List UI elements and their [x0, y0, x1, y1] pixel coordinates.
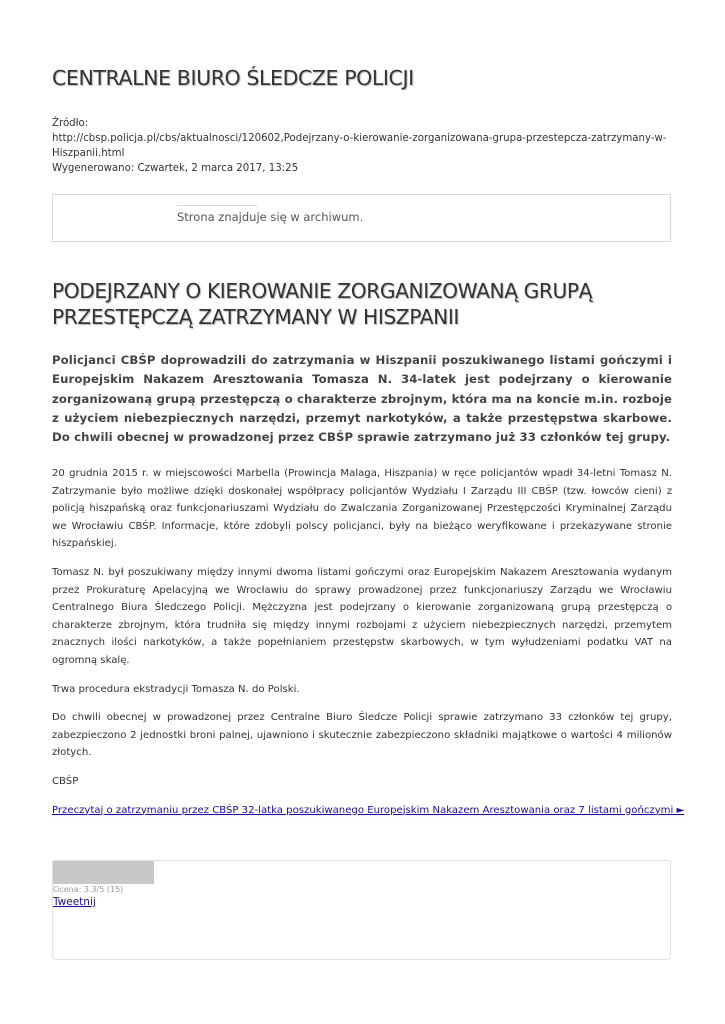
archive-notice: Strona znajduje się w archiwum. [177, 210, 364, 224]
source-label: Źródło: [52, 118, 89, 129]
source-meta [52, 116, 672, 176]
article-signature: CBŚP [52, 775, 79, 787]
archive-notice-box [52, 194, 671, 242]
rating-box [52, 860, 671, 960]
article-paragraph: 20 grudnia 2015 r. w miejscowości Marbella (Prowincja Malaga, Hiszpania) w ręce policjantów wpadł 34-letni Tomasz N. Zatrzymanie było możliwe dzięki doskonałej współpracy policjantów Wydziału I Zarządu III CBŚP (tzw. łowców cieni) z policją hiszpańską oraz funkcjonariuszami Wydziału do Zwalczania Zorganizowanej Przestępczości Kryminalnej Zarządu we Wrocławiu CBŚP. Informacje, które zdobyli polscy policjanci, były na bieżąco weryfikowane i przekazywane stronie hiszpańskiej. [52, 468, 672, 550]
site-title: CENTRALNE BIURO ŚLEDCZE POLICJI [52, 66, 414, 90]
related-article-link[interactable]: Przeczytaj o zatrzymaniu przez CBŚP 32-latka poszukiwanego Europejskim Nakazem Aresztowania oraz 7 listami gończymi ► [52, 804, 685, 816]
article-lead: Policjanci CBŚP doprowadzili do zatrzymania w Hiszpanii poszukiwanego listami gończymi i Europejskim Nakazem Aresztowania Tomasza N. 34-latek jest podejrzany o kierowanie zorganizowaną grupą przestępczą o charakterze zbrojnym, która ma na koncie m.in. rozboje z użyciem niebezpiecznych narzędzi, przemyt narkotyków, a także przestępstwa skarbowe. Do chwili obecnej w prowadzonej przez CBŚP sprawie zatrzymano już 33 członków tej grupy. [52, 353, 672, 445]
generated-date: Wygenerowano: Czwartek, 2 marca 2017, 13:25 [52, 163, 299, 174]
article-body [52, 465, 685, 830]
article-title: PODEJRZANY O KIEROWANIE ZORGANIZOWANĄ GRUPĄ PRZESTĘPCZĄ ZATRZYMANY W HISZPANII [52, 279, 593, 329]
rating-stars[interactable] [53, 861, 154, 884]
archive-divider [177, 205, 257, 206]
rating-text: Ocena: 3.3/5 (15) [53, 885, 124, 894]
article-paragraph: Tomasz N. był poszukiwany między innymi dwoma listami gończymi oraz Europejskim Nakazem Aresztowania wydanym przez Prokuraturę Apelacyjną we Wrocławiu do sprawy prowadzonej przez funkcjonariuszy Zarządu we Wrocławiu Centralnego Biura Śledczego Policji. Mężczyzna jest podejrzany o kierowanie zorganizowaną grupą przestępczą o charakterze zbrojnym, która trudniła się między innymi rozbojami z użyciem niebezpiecznych narzędzi, przemytem znacznych ilości narkotyków, a także popełnianiem przestępstw skarbowych, w tym wyłudzeniami podatku VAT na ogromną skalę. [52, 566, 672, 666]
source-url: http://cbsp.policja.pl/cbs/aktualnosci/120602,Podejrzany-o-kierowanie-zorganizowana-grupa-przestepcza-zatrzymany-w-Hiszpanii.html [52, 133, 667, 159]
tweet-link[interactable]: Tweetnij [53, 896, 96, 908]
article-paragraph: Do chwili obecnej w prowadzonej przez Centralne Biuro Śledcze Policji sprawie zatrzymano 33 członków tej grupy, zabezpieczono 2 jednostki broni palnej, ujawniono i skutecznie zabezpieczono składniki majątkowe o wartości 4 milionów złotych. [52, 712, 672, 759]
article-paragraph: Trwa procedura ekstradycji Tomasza N. do Polski. [52, 683, 300, 695]
